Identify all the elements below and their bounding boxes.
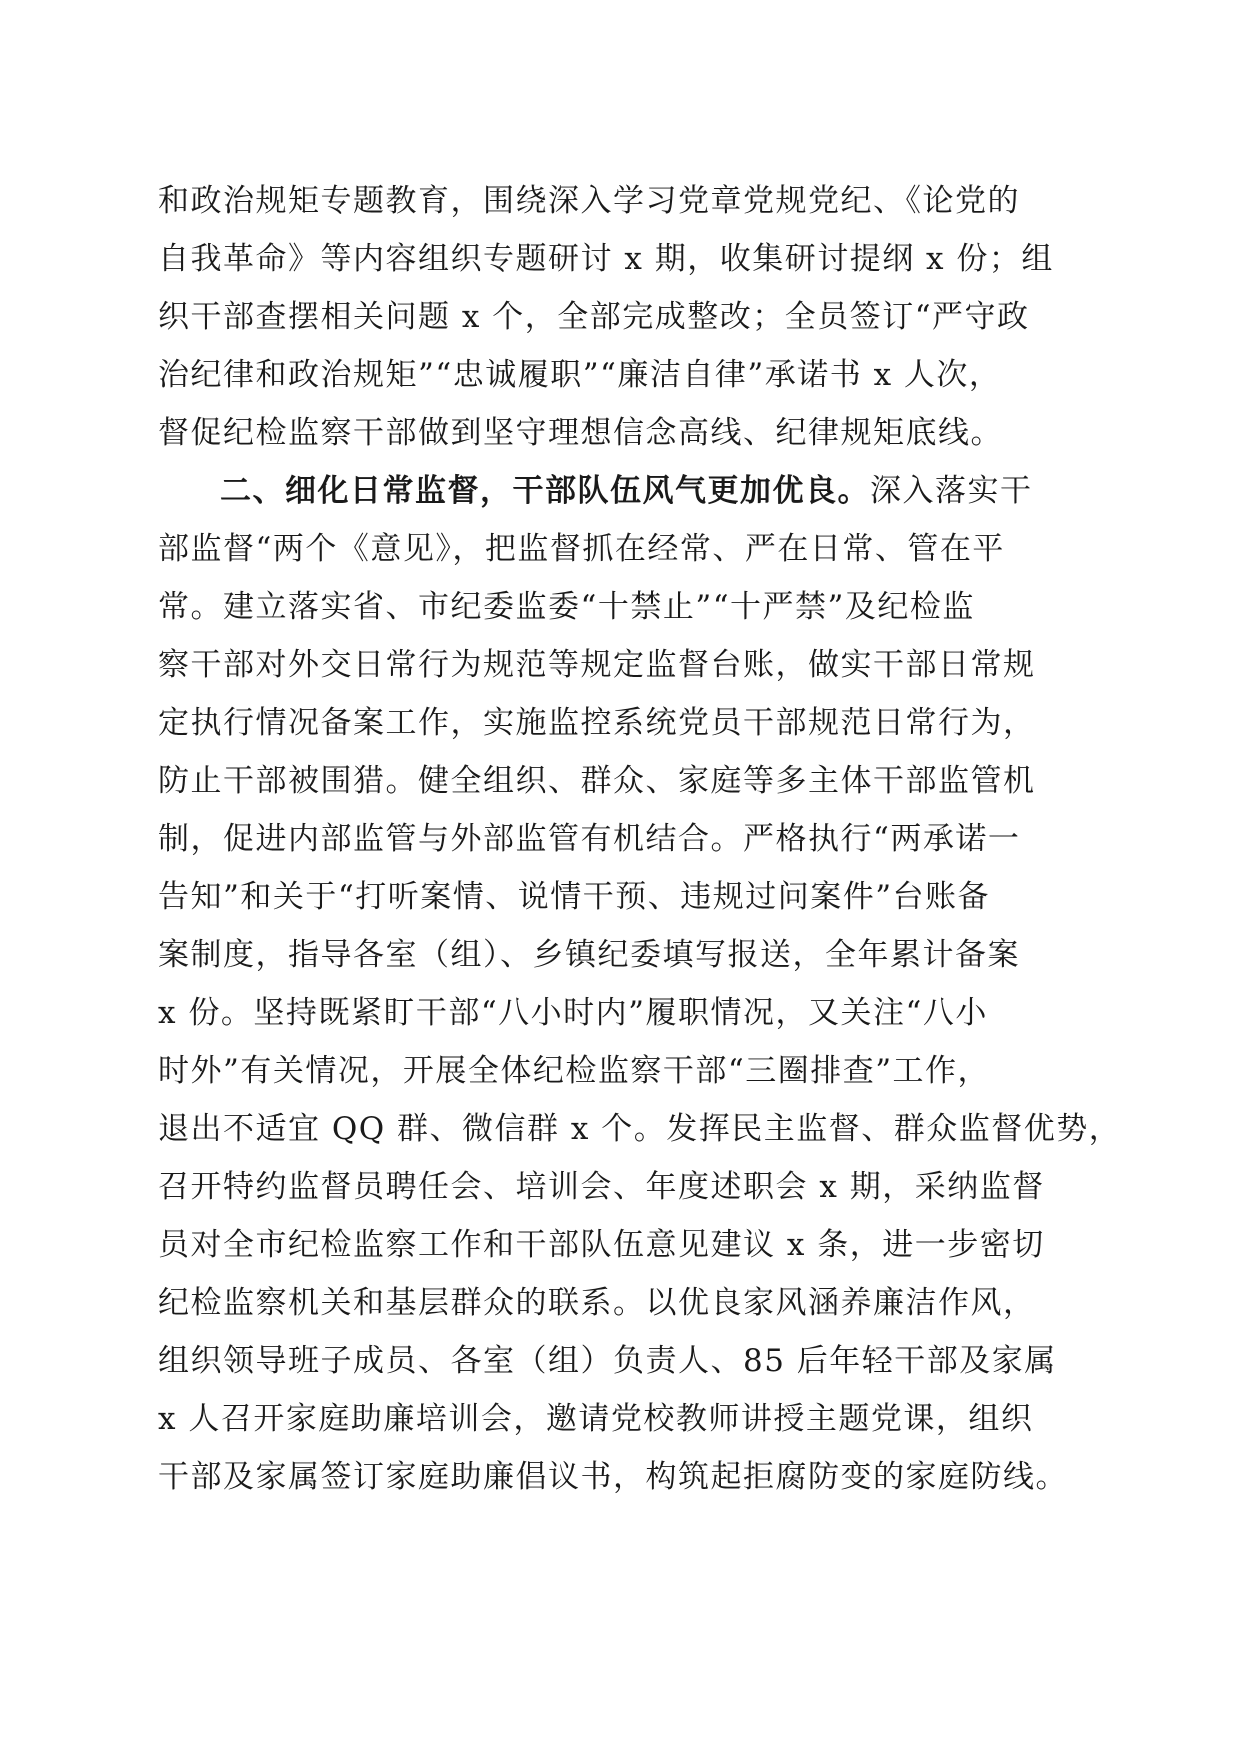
paragraph-line: 常。建立落实省、市纪委监委“十禁止”“十严禁”及纪检监 (158, 589, 975, 625)
paragraph-line: 和政治规矩专题教育，围绕深入学习党章党规党纪、《论党的 (158, 183, 1020, 219)
paragraph-line: 治纪律和政治规矩”“忠诚履职”“廉洁自律”承诺书 x 人次， (158, 357, 1002, 393)
document-body (158, 172, 1122, 1506)
paragraph-line-rest: 深入落实干 (870, 473, 1033, 509)
paragraph-line: 纪检监察机关和基层群众的联系。以优良家风涵养廉洁作风， (158, 1285, 1036, 1321)
paragraph-line: 督促纪检监察干部做到坚守理想信念高线、纪律规矩底线。 (158, 415, 1003, 451)
paragraph-line: 干部及家属签订家庭助廉倡议书，构筑起拒腐防变的家庭防线。 (158, 1459, 1068, 1495)
paragraph-line: 察干部对外交日常行为规范等规定监督台账，做实干部日常规 (158, 647, 1036, 683)
paragraph-first-line (158, 462, 1088, 520)
paragraph-line: 织干部查摆相关问题 x 个，全部完成整改；全员签订“严守政 (158, 299, 1030, 335)
paragraph-1 (158, 172, 1088, 462)
paragraph-line: 退出不适宜 QQ 群、微信群 x 个。发挥民主监督、群众监督优势， (158, 1111, 1122, 1147)
paragraph-line: x 份。坚持既紧盯干部“八小时内”履职情况，又关注“八小 (158, 995, 988, 1031)
paragraph-line: 部监督“两个《意见》，把监督抓在经常、严在日常、管在平 (158, 531, 1005, 567)
paragraph-line: x 人召开家庭助廉培训会，邀请党校教师讲授主题党课，组织 (158, 1401, 1034, 1437)
paragraph-line: 案制度，指导各室（组）、乡镇纪委填写报送，全年累计备案 (158, 937, 1020, 973)
paragraph-line: 员对全市纪检监察工作和干部队伍意见建议 x 条，进一步密切 (158, 1227, 1045, 1263)
paragraph-line: 自我革命》等内容组织专题研讨 x 期，收集研讨提纲 x 份；组 (158, 241, 1054, 277)
paragraph-line: 防止干部被围猎。健全组织、群众、家庭等多主体干部监管机 (158, 763, 1036, 799)
paragraph-line: 制，促进内部监管与外部监管有机结合。严格执行“两承诺一 (158, 821, 1021, 857)
section-heading: 二、细化日常监督，干部队伍风气更加优良。 (220, 473, 870, 509)
paragraph-line: 告知”和关于“打听案情、说情干预、违规过问案件”台账备 (158, 879, 991, 915)
paragraph-line: 组织领导班子成员、各室（组）负责人、85 后年轻干部及家属 (158, 1343, 1057, 1379)
paragraph-2 (158, 462, 1122, 1506)
paragraph-line: 召开特约监督员聘任会、培训会、年度述职会 x 期，采纳监督 (158, 1169, 1045, 1205)
paragraph-line: 定执行情况备案工作，实施监控系统党员干部规范日常行为， (158, 705, 1036, 741)
paragraph-line: 时外”有关情况，开展全体纪检监察干部“三圈排查”工作， (158, 1053, 991, 1089)
